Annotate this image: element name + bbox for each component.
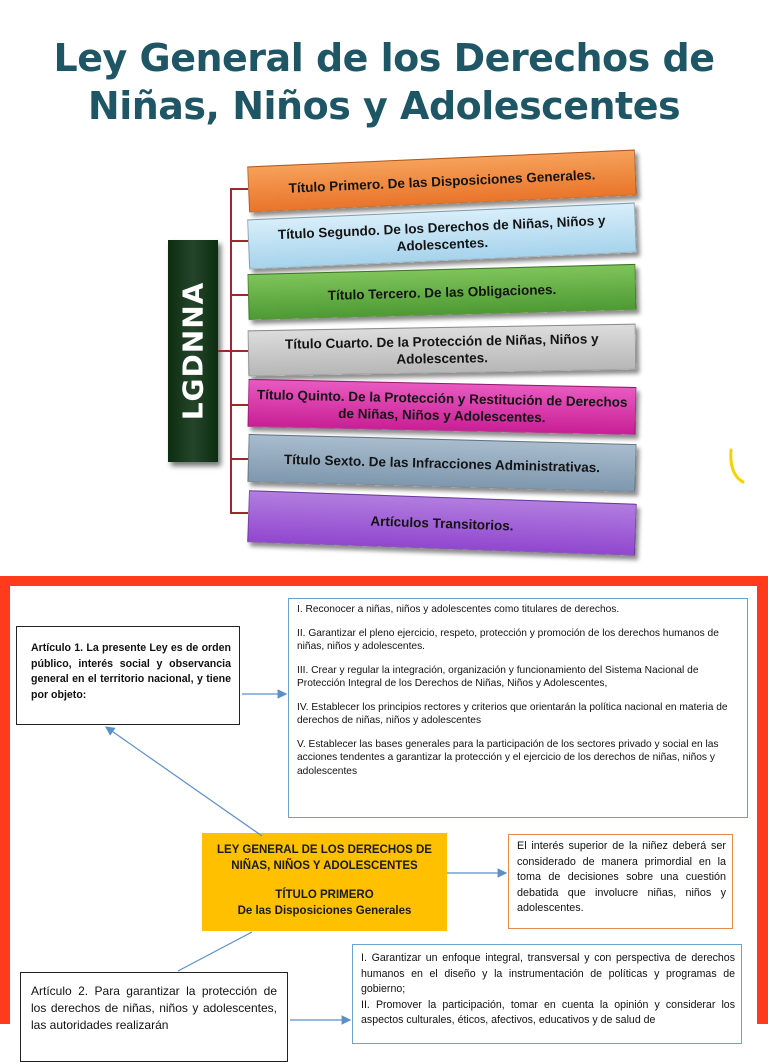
titulo-quinto-box — [248, 379, 637, 435]
articulos-transitorios-label: Artículos Transitorios. — [370, 513, 514, 533]
connector-tick — [230, 188, 248, 190]
connector-tick — [230, 350, 248, 352]
garantia-item: I. Garantizar un enfoque integral, transversal y con perspectiva de derechos humanos en el diseño y la instrumentación de políticas y programas de gobierno; — [361, 952, 735, 995]
ley-line-4: De las Disposiciones Generales — [237, 904, 412, 917]
document-page — [10, 586, 757, 1036]
ley-line-1: LEY GENERAL DE LOS DERECHOS DE — [217, 844, 432, 856]
garantia-item: II. Promover la participación, tomar en cuenta la opinión y considerar los aspectos culturales, éticos, afectivos, educativos y de salud de — [361, 998, 735, 1026]
connector-tick — [230, 512, 248, 514]
objetivo-item: V. Establecer las bases generales para la participación de los sectores privado y social en las acciones tendentes a garantizar la protección y el ejercicio de los derechos de niñas, niños y adolescentes — [297, 738, 719, 777]
titulo-sexto-box — [247, 434, 636, 492]
articulo-2-text: Artículo 2. Para garantizar la protección de los derechos de niñas, niños y adolescentes, las autoridades realizarán — [31, 984, 277, 1032]
interes-superior-box — [508, 834, 733, 929]
titulo-cuarto-box — [248, 324, 637, 377]
ley-line-3: TÍTULO PRIMERO — [275, 889, 374, 901]
objetivos-box — [288, 598, 748, 818]
yellow-pen-mark — [728, 446, 746, 486]
connector-tick — [230, 294, 248, 296]
interes-superior-text: El interés superior de la niñez deberá ser considerado de manera primordial en la toma de decisiones sobre una cuestión debatida que involucre niñas, niños y adolescentes. — [517, 840, 726, 914]
title-line-1: Ley General de los Derechos de — [53, 36, 715, 80]
garantias-box — [352, 944, 742, 1044]
titulo-primero-box — [247, 150, 637, 213]
objetivo-item: IV. Establecer los principios rectores y criterios que orientarán la política nacional en materia de derechos de niñas, niños y adolescentes — [297, 701, 728, 726]
ley-titulo-box — [202, 833, 447, 931]
titulo-tercero-box — [247, 264, 636, 320]
titulo-primero-label: Título Primero. De las Disposiciones Generales. — [288, 166, 596, 196]
connector-tick — [230, 458, 248, 460]
connector-main — [218, 350, 230, 352]
titulo-cuarto-label: Título Cuarto. De la Protección de Niñas, Niños y Adolescentes. — [284, 331, 599, 367]
titulo-segundo-box — [247, 203, 637, 270]
connector-tick — [230, 404, 248, 406]
articulo-1-text: Artículo 1. La presente Ley es de orden público, interés social y observancia general en el territorio nacional, y tiene por objeto: — [31, 642, 231, 701]
connector-tick — [230, 240, 248, 242]
acronym-box — [168, 240, 218, 462]
titulo-segundo-label: Título Segundo. De los Derechos de Niñas, Niños y Adolescentes. — [277, 212, 606, 254]
objetivo-item: II. Garantizar el pleno ejercicio, respeto, protección y promoción de los derechos humanos de niñas, niños y adolescentes. — [297, 627, 719, 652]
document-frame — [0, 576, 768, 1032]
ley-line-2: NIÑAS, NIÑOS Y ADOLESCENTES — [231, 859, 418, 872]
title-line-2: Niñas, Niños y Adolescentes — [87, 84, 681, 128]
acronym-label: LGDNNA — [176, 281, 210, 421]
articulo-1-box — [16, 626, 240, 725]
titulo-sexto-label: Título Sexto. De las Infracciones Administrativas. — [283, 451, 601, 475]
slide-title — [20, 34, 748, 130]
titulo-quinto-label: Título Quinto. De la Protección y Restitución de Derechos de Niñas, Niños y Adolescentes. — [256, 387, 628, 426]
articulos-transitorios-box — [247, 490, 637, 556]
objetivo-item: I. Reconocer a niñas, niños y adolescentes como titulares de derechos. — [297, 604, 620, 615]
titulo-tercero-label: Título Tercero. De las Obligaciones. — [327, 281, 557, 303]
articulo-2-box — [20, 972, 288, 1062]
objetivo-item: III. Crear y regular la integración, organización y funcionamiento del Sistema Nacional de Protección Integral de los Derechos de Niñas, Niños y Adolescentes, — [297, 664, 699, 689]
